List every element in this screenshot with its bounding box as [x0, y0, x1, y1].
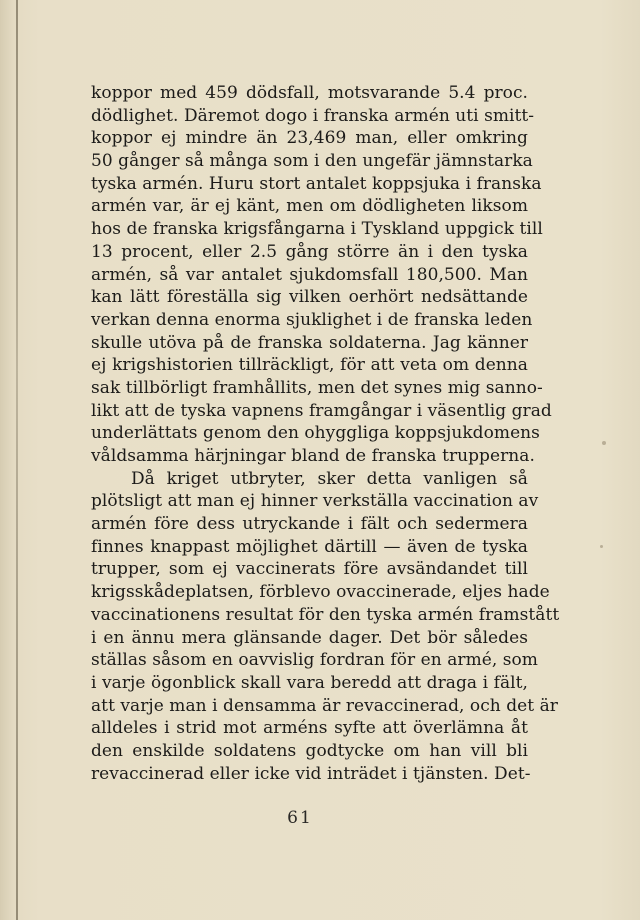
body-text: [91, 82, 560, 785]
text-line: armén före dess utryckande i fält och sedermera: [91, 514, 528, 535]
text-line: verkan denna enorma sjuklighet i de franska leden: [91, 309, 533, 330]
text-line: att varje man i densamma är revaccinerad, och det är: [91, 695, 558, 716]
text-line: koppor ej mindre än 23,469 man, eller omkring: [91, 128, 528, 149]
text-line: 13 procent, eller 2.5 gång större än i den tyska: [91, 241, 528, 262]
text-line: sak tillbörligt framhållits, men det synes mig sanno-: [91, 377, 543, 398]
paper-speck: [602, 441, 606, 445]
text-line: våldsamma härjningar bland de franska trupperna.: [91, 446, 535, 466]
text-line: alldeles i strid mot arméns syfte att överlämna åt: [91, 718, 528, 739]
text-line: Då kriget utbryter, sker detta vanligen så: [131, 468, 528, 489]
text-line: skulle utöva på de franska soldaterna. Jag känner: [91, 332, 528, 353]
text-line: tyska armén. Huru stort antalet koppsjuka i franska: [91, 173, 542, 194]
text-line: likt att de tyska vapnens framgångar i väsentlig grad: [91, 400, 552, 421]
text-line: ej krigshistorien tillräckligt, för att veta om denna: [91, 355, 528, 376]
text-line: i en ännu mera glänsande dager. Det bör således: [91, 627, 528, 648]
text-line: dödlighet. Däremot dogo i franska armén uti smitt-: [91, 105, 535, 126]
text-line: finnes knappast möjlighet därtill — även de tyska: [91, 536, 528, 557]
text-line: krigsskådeplatsen, förblevo ovaccinerade, eljes hade: [91, 582, 550, 603]
text-line: vaccinationens resultat för den tyska armén framstått: [91, 604, 560, 625]
text-line: 50 gånger så många som i den ungefär jämnstarka: [91, 151, 533, 172]
text-line: i varje ögonblick skall vara beredd att draga i fält,: [91, 672, 528, 693]
text-line: trupper, som ej vaccinerats före avsändandet till: [91, 559, 528, 580]
text-line: kan lätt föreställa sig vilken oerhört nedsättande: [91, 287, 528, 308]
text-line: den enskilde soldatens godtycke om han vill bli: [91, 740, 528, 761]
text-line: revaccinerad eller icke vid inträdet i tjänsten. Det-: [91, 763, 531, 784]
text-line: armén var, är ej känt, men om dödligheten liksom: [91, 196, 528, 217]
text-line: hos de franska krigsfångarna i Tyskland uppgick till: [91, 219, 543, 240]
text-line: underlättats genom den ohyggliga koppsjukdomens: [91, 423, 540, 444]
text-line: plötsligt att man ej hinner verkställa vaccination av: [91, 491, 539, 512]
text-line: koppor med 459 dödsfall, motsvarande 5.4 proc.: [91, 83, 528, 103]
binding-shadow: [16, 0, 18, 920]
paper-speck: [600, 545, 603, 548]
text-line: armén, så var antalet sjukdomsfall 180,500. Man: [91, 264, 528, 285]
page-number: 61: [287, 808, 313, 828]
text-line: ställas såsom en oavvislig fordran för en armé, som: [91, 650, 538, 671]
